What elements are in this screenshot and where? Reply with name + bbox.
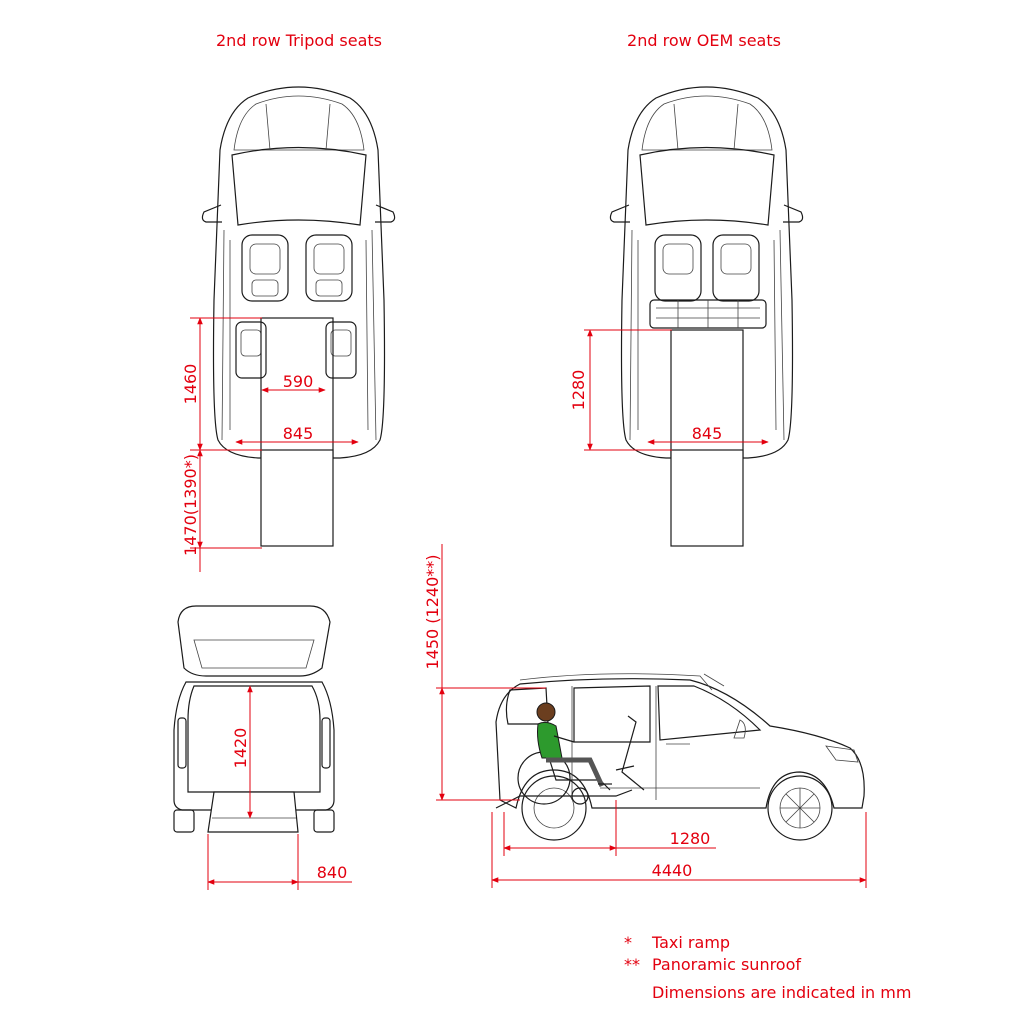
dim-tripod-length: 1460	[181, 363, 200, 405]
dims-rear	[208, 686, 352, 890]
dim-oem-ramp-width: 845	[691, 424, 723, 443]
note-sunroof-marker: **	[624, 955, 640, 974]
dims-oem	[569, 330, 768, 450]
dim-rear-ramp-width: 840	[316, 863, 348, 882]
dim-oem-length: 1280	[569, 369, 588, 411]
rear-view	[174, 606, 334, 832]
dim-tripod-ramp-length: 1470(1390*)	[181, 454, 200, 556]
dim-tripod-inner-width: 590	[282, 372, 314, 391]
legend-notes	[624, 933, 911, 1002]
note-sunroof-text: Panoramic sunroof	[652, 955, 802, 974]
title-oem-seats: 2nd row OEM seats	[627, 31, 781, 50]
dim-side-floor-length: 1280	[669, 829, 711, 848]
top-view-tripod	[202, 87, 394, 546]
top-view-oem	[610, 87, 802, 546]
dims-side	[423, 544, 866, 888]
dim-rear-height: 1420	[231, 727, 250, 769]
title-tripod-seats: 2nd row Tripod seats	[216, 31, 382, 50]
side-view	[496, 674, 864, 840]
dim-side-height: 1450 (1240**)	[423, 554, 442, 670]
dim-tripod-ramp-width: 845	[282, 424, 314, 443]
note-taxi-text: Taxi ramp	[652, 933, 731, 952]
dim-side-total-length: 4440	[651, 861, 693, 880]
note-taxi-marker: *	[624, 933, 632, 952]
note-units: Dimensions are indicated in mm	[652, 983, 912, 1002]
